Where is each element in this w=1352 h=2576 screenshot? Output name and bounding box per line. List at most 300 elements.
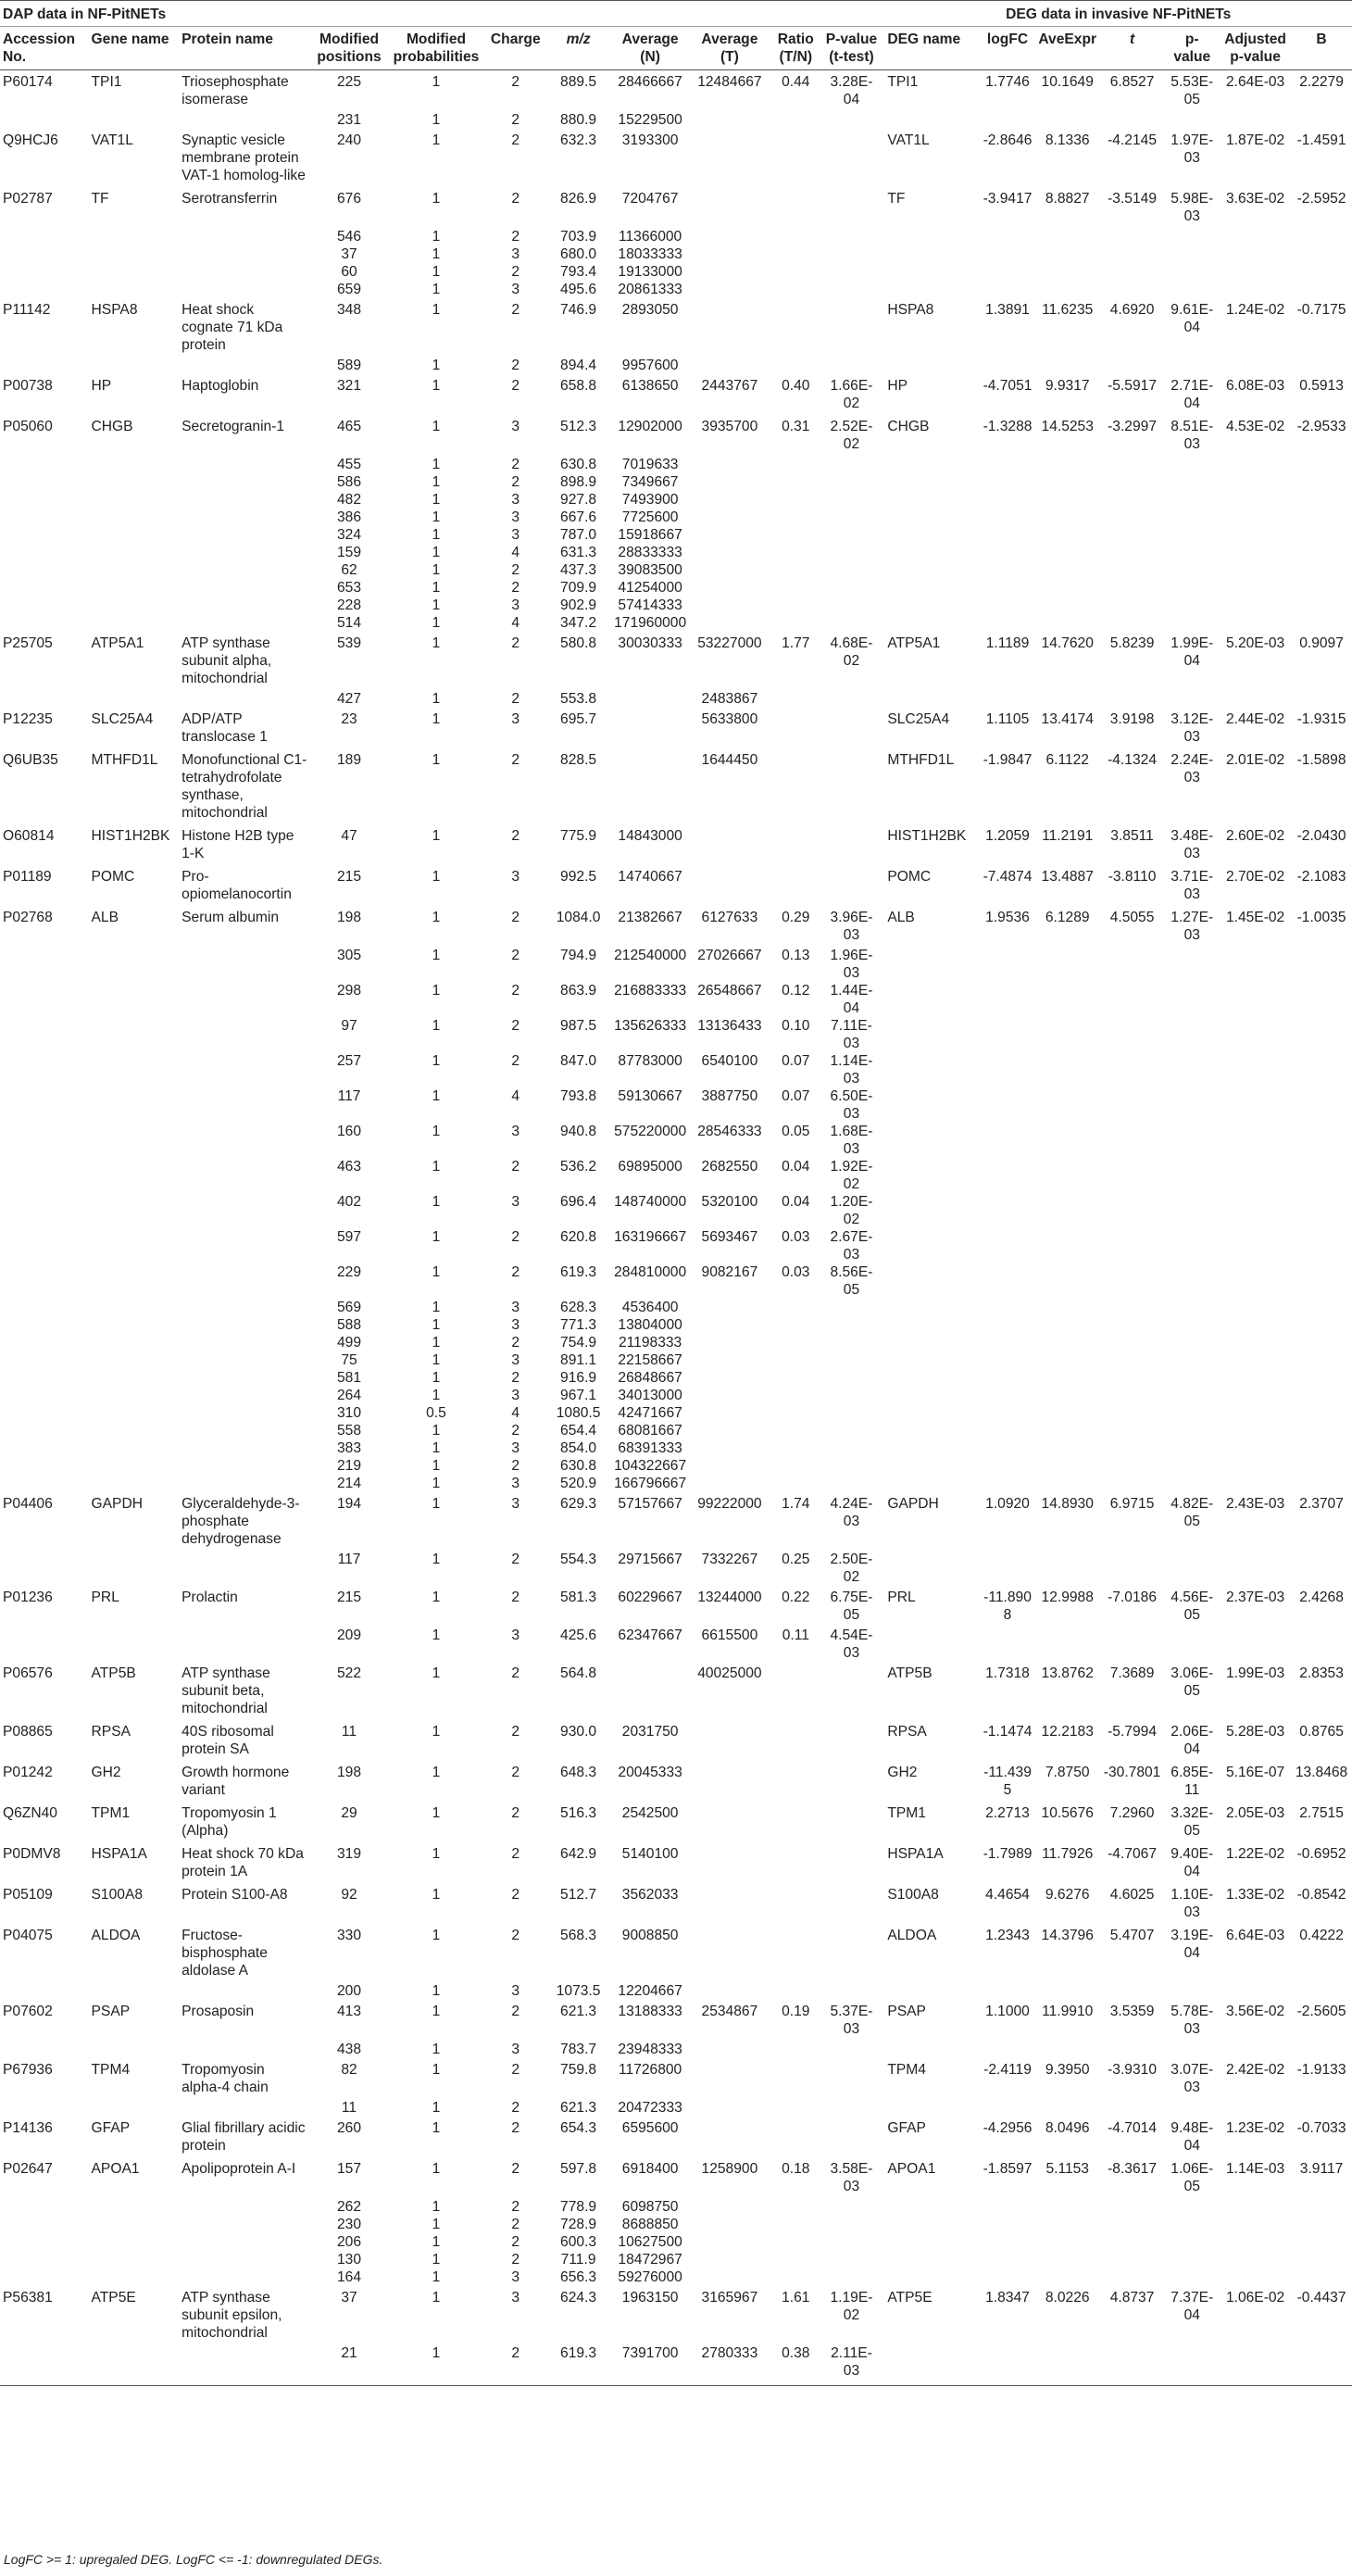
table-cell: 2 <box>511 1018 520 1034</box>
table-cell: 597.8 <box>560 2161 597 2177</box>
table-cell <box>1035 2041 1100 2058</box>
table-cell: HP <box>887 378 908 394</box>
table-cell: -3.8110 <box>1108 869 1157 885</box>
table-cell <box>0 2041 89 2058</box>
table-cell: 3 <box>511 869 520 885</box>
table-cell <box>823 2216 881 2233</box>
table-cell: 1 <box>432 1983 441 1999</box>
table-cell <box>0 597 89 614</box>
table-cell <box>823 509 881 526</box>
table-cell <box>880 473 980 491</box>
table-cell: 863.9 <box>560 983 597 999</box>
table-cell <box>89 1087 180 1123</box>
table-cell <box>880 1263 980 1299</box>
table-cell: 9.6276 <box>1045 1887 1090 1903</box>
table-cell: 260 <box>336 2120 362 2136</box>
table-cell: TPM1 <box>887 1805 926 1821</box>
table-cell: 5.28E-03 <box>1225 1724 1285 1740</box>
table-cell <box>1220 2344 1291 2386</box>
table-cell: 1.77 <box>782 635 810 651</box>
table-cell <box>823 1982 881 2000</box>
table-cell <box>0 2268 89 2286</box>
table-cell: 3 <box>511 1388 520 1403</box>
table-cell <box>0 1334 89 1351</box>
table-row <box>0 2000 1352 2041</box>
table-cell <box>691 1761 769 1802</box>
table-cell <box>880 111 980 129</box>
table-cell <box>1035 1087 1100 1123</box>
table-cell: 728.9 <box>560 2217 597 2232</box>
table-cell <box>1100 1475 1165 1492</box>
table-cell <box>823 187 881 228</box>
table-cell: 15229500 <box>618 112 682 128</box>
table-cell: 3.8511 <box>1110 828 1154 844</box>
col-modified-positions: Modified positions <box>310 27 388 70</box>
table-cell: 2 <box>511 132 520 148</box>
table-row <box>0 298 1352 357</box>
table-cell: 7.37E-04 <box>1170 2290 1214 2323</box>
table-cell <box>1291 1228 1352 1263</box>
table-cell: 1 <box>432 869 441 885</box>
table-cell <box>980 1087 1035 1123</box>
table-cell: 0.04 <box>782 1194 810 1210</box>
table-cell <box>1100 1193 1165 1228</box>
table-cell: 2.8353 <box>1299 1665 1344 1681</box>
table-cell: 10.1649 <box>1041 74 1094 90</box>
table-cell: 3.32E-05 <box>1170 1805 1214 1839</box>
table-cell <box>1220 1228 1291 1263</box>
table-row <box>0 1422 1352 1439</box>
table-row <box>0 2286 1352 2344</box>
table-cell <box>1164 1351 1220 1369</box>
table-cell <box>89 1017 180 1052</box>
table-row <box>0 1761 1352 1802</box>
table-cell <box>89 1551 180 1586</box>
table-cell <box>0 2344 89 2386</box>
table-cell <box>1164 947 1220 982</box>
table-row <box>0 1228 1352 1263</box>
table-cell: 0.07 <box>782 1088 810 1104</box>
table-cell <box>1035 1263 1100 1299</box>
table-cell <box>980 2198 1035 2216</box>
table-cell: 2.64E-03 <box>1225 74 1285 90</box>
table-cell: 30030333 <box>618 635 682 651</box>
table-cell <box>179 1316 310 1334</box>
table-cell: Prosaposin <box>182 2004 255 2019</box>
table-cell: 0.05 <box>782 1124 810 1139</box>
table-cell <box>1220 1551 1291 1586</box>
table-cell <box>89 1299 180 1316</box>
table-cell: 564.8 <box>560 1665 597 1681</box>
table-cell <box>823 526 881 544</box>
table-cell <box>0 544 89 561</box>
table-cell: 2 <box>511 1846 520 1862</box>
table-cell <box>823 1883 881 1924</box>
table-cell <box>89 1351 180 1369</box>
table-cell: 2 <box>511 2252 520 2268</box>
table-cell <box>1035 982 1100 1017</box>
table-cell <box>1220 1475 1291 1492</box>
table-cell: 18033333 <box>618 246 682 262</box>
table-cell: P05060 <box>3 419 53 434</box>
table-cell <box>769 1761 823 1802</box>
table-cell <box>1100 281 1165 298</box>
table-cell: 9.40E-04 <box>1170 1846 1214 1879</box>
table-cell <box>179 1087 310 1123</box>
table-cell <box>880 1439 980 1457</box>
table-row <box>0 2041 1352 2058</box>
table-cell <box>1291 1299 1352 1316</box>
table-cell <box>1164 1551 1220 1586</box>
table-cell <box>823 824 881 865</box>
table-cell: ALDOA <box>887 1928 937 1943</box>
table-cell <box>1035 1457 1100 1475</box>
table-cell <box>1220 2268 1291 2286</box>
table-cell: 793.8 <box>560 1088 597 1104</box>
table-cell <box>1164 1627 1220 1662</box>
table-cell <box>1164 1193 1220 1228</box>
table-cell <box>179 2251 310 2268</box>
table-cell <box>823 357 881 374</box>
table-cell: 1 <box>432 2269 441 2285</box>
table-cell: 3.63E-02 <box>1225 191 1285 207</box>
table-cell: 7725600 <box>621 509 679 525</box>
table-cell: 5.8239 <box>1109 635 1155 651</box>
table-cell: 37 <box>341 2290 357 2306</box>
table-cell: 3 <box>511 492 520 508</box>
table-cell: 0.8765 <box>1299 1724 1344 1740</box>
table-cell <box>823 2251 881 2268</box>
table-cell: 198 <box>336 1765 362 1780</box>
table-cell: 1644450 <box>701 752 758 768</box>
table-cell: 1.23E-02 <box>1225 2120 1285 2136</box>
table-cell <box>691 456 769 473</box>
table-row <box>0 2117 1352 2157</box>
table-cell <box>769 473 823 491</box>
table-cell <box>1100 1052 1165 1087</box>
table-cell: 9.3950 <box>1045 2062 1090 2078</box>
table-cell <box>89 2099 180 2117</box>
table-cell: 1.99E-03 <box>1225 1665 1285 1681</box>
table-cell <box>179 1369 310 1387</box>
table-cell: 69895000 <box>618 1159 682 1175</box>
table-cell <box>691 865 769 906</box>
table-cell <box>823 1475 881 1492</box>
table-cell: -2.1083 <box>1296 869 1346 885</box>
table-cell: 2 <box>511 635 520 651</box>
table-cell <box>1035 561 1100 579</box>
table-cell <box>1164 2344 1220 2386</box>
table-cell: 1 <box>432 580 441 596</box>
table-cell: 104322667 <box>614 1458 687 1474</box>
table-cell <box>0 2251 89 2268</box>
table-cell <box>823 1422 881 1439</box>
table-cell <box>769 1457 823 1475</box>
table-cell <box>89 579 180 597</box>
table-cell: 13804000 <box>618 1317 682 1333</box>
table-cell: 4.54E-03 <box>830 1627 873 1661</box>
table-cell <box>1035 1387 1100 1404</box>
table-cell <box>1100 1439 1165 1457</box>
table-cell <box>769 2117 823 2157</box>
table-cell <box>691 228 769 245</box>
table-cell: 514 <box>336 615 362 631</box>
table-cell <box>89 1369 180 1387</box>
table-cell: 135626333 <box>614 1018 687 1034</box>
table-cell <box>179 579 310 597</box>
table-cell: ALDOA <box>91 1928 141 1943</box>
table-cell <box>769 1422 823 1439</box>
table-row <box>0 1551 1352 1586</box>
table-cell: 206 <box>336 2234 362 2250</box>
table-cell: 3 <box>511 1300 520 1315</box>
table-cell <box>89 947 180 982</box>
table-cell: 2 <box>511 2234 520 2250</box>
table-cell: 2.2713 <box>985 1805 1030 1821</box>
table-cell <box>179 1982 310 2000</box>
table-cell <box>880 1369 980 1387</box>
table-row <box>0 357 1352 374</box>
table-cell <box>823 228 881 245</box>
table-cell <box>1035 2198 1100 2216</box>
table-cell <box>0 2099 89 2117</box>
table-cell: 1 <box>432 1423 441 1439</box>
table-cell: Glial fibrillary acidic protein <box>182 2120 306 2154</box>
table-cell <box>880 2198 980 2216</box>
table-cell: 620.8 <box>560 1229 597 1245</box>
table-cell: 1 <box>432 2062 441 2078</box>
table-cell: 1 <box>432 1440 441 1456</box>
table-cell: 1.9536 <box>985 910 1030 925</box>
table-cell: 520.9 <box>560 1476 597 1491</box>
table-cell: 987.5 <box>560 1018 597 1034</box>
table-cell: 6540100 <box>701 1053 758 1069</box>
table-cell <box>0 1017 89 1052</box>
table-row <box>0 2344 1352 2386</box>
table-cell <box>1100 473 1165 491</box>
table-cell <box>1220 1158 1291 1193</box>
table-cell: 1 <box>432 229 441 245</box>
table-cell <box>1220 614 1291 632</box>
table-cell: 7.8750 <box>1045 1765 1090 1780</box>
table-cell: 2.60E-02 <box>1225 828 1285 844</box>
table-cell: 581.3 <box>560 1590 597 1605</box>
table-cell: 2 <box>511 191 520 207</box>
table-cell: 0.07 <box>782 1053 810 1069</box>
table-cell: ALB <box>887 910 915 925</box>
table-cell <box>179 2344 310 2386</box>
table-cell: Glyceraldehyde-3-phosphate dehydrogenase <box>182 1496 300 1547</box>
table-cell <box>691 614 769 632</box>
table-cell: -3.9310 <box>1108 2062 1157 2078</box>
table-cell <box>769 561 823 579</box>
table-cell: 39083500 <box>618 562 682 578</box>
table-cell <box>179 228 310 245</box>
table-row <box>0 228 1352 245</box>
table-cell <box>1035 690 1100 708</box>
table-cell: 330 <box>336 1928 362 1943</box>
table-cell: 10.5676 <box>1041 1805 1094 1821</box>
table-cell <box>1100 1123 1165 1158</box>
table-cell <box>89 1228 180 1263</box>
table-cell: 558 <box>336 1423 362 1439</box>
table-cell <box>1220 1123 1291 1158</box>
table-cell: 14.5253 <box>1041 419 1094 434</box>
table-cell: 2443767 <box>701 378 758 394</box>
table-row <box>0 1924 1352 1982</box>
table-cell: 200 <box>336 1983 362 1999</box>
table-cell <box>1035 1017 1100 1052</box>
table-cell: 28833333 <box>618 545 682 560</box>
table-cell <box>980 1982 1035 2000</box>
table-cell: 1.45E-02 <box>1225 910 1285 925</box>
table-cell <box>691 1387 769 1404</box>
table-cell: 5.1153 <box>1045 2161 1089 2177</box>
table-cell: HP <box>91 378 112 394</box>
table-cell <box>880 2216 980 2233</box>
table-cell: 512.7 <box>560 1887 597 1903</box>
table-cell: 8.56E-05 <box>830 1264 873 1298</box>
table-cell <box>0 228 89 245</box>
table-cell: 0.03 <box>782 1264 810 1280</box>
table-cell <box>1035 1052 1100 1087</box>
table-cell: 42471667 <box>618 1405 682 1421</box>
table-cell: 581 <box>336 1370 362 1386</box>
table-cell <box>89 111 180 129</box>
table-cell: Prolactin <box>182 1590 238 1605</box>
table-cell: 0.31 <box>782 419 810 434</box>
table-cell <box>1164 1316 1220 1334</box>
table-cell <box>691 263 769 281</box>
table-cell: 754.9 <box>560 1335 597 1351</box>
table-cell <box>1035 357 1100 374</box>
table-cell: 5693467 <box>701 1229 758 1245</box>
table-cell <box>1164 2099 1220 2117</box>
table-cell <box>691 2216 769 2233</box>
table-cell: 1 <box>432 1724 441 1740</box>
table-cell <box>179 1551 310 1586</box>
table-cell <box>1164 2041 1220 2058</box>
table-cell <box>823 2233 881 2251</box>
table-cell <box>1220 111 1291 129</box>
table-cell: 659 <box>336 282 362 297</box>
table-cell: 2.2279 <box>1299 74 1344 90</box>
table-cell: 1 <box>432 2252 441 2268</box>
table-cell: 13188333 <box>618 2004 682 2019</box>
table-cell: 1 <box>432 1627 441 1643</box>
table-cell <box>0 1404 89 1422</box>
table-cell <box>769 1351 823 1369</box>
table-cell <box>1220 2041 1291 2058</box>
table-cell: 9082167 <box>701 1264 758 1280</box>
table-cell <box>179 263 310 281</box>
table-row <box>0 1369 1352 1387</box>
table-cell: 3.12E-03 <box>1170 711 1214 745</box>
table-cell <box>769 2268 823 2286</box>
footnote: LogFC >= 1: upregaled DEG. LogFC <= -1: downregulated DEGs. <box>4 2552 383 2567</box>
table-row <box>0 690 1352 708</box>
table-cell: 1 <box>432 1018 441 1034</box>
table-cell <box>609 748 690 824</box>
table-cell <box>823 1404 881 1422</box>
table-cell <box>880 1982 980 2000</box>
table-cell: 2.37E-03 <box>1225 1590 1285 1605</box>
table-cell <box>769 1924 823 1982</box>
table-cell: 1 <box>432 2042 441 2057</box>
table-cell: 1 <box>432 2100 441 2116</box>
table-cell: -0.8542 <box>1296 1887 1346 1903</box>
table-cell: -30.7801 <box>1103 1765 1161 1780</box>
table-cell <box>769 2041 823 2058</box>
table-cell: 667.6 <box>560 509 597 525</box>
table-cell <box>1164 281 1220 298</box>
table-cell: VAT1L <box>887 132 930 148</box>
table-cell: 3.9198 <box>1109 711 1155 727</box>
table-cell: 1 <box>432 1229 441 1245</box>
table-cell: 1 <box>432 378 441 394</box>
table-cell: Q6ZN40 <box>3 1805 57 1821</box>
table-cell: 2 <box>511 2100 520 2116</box>
table-cell <box>0 1369 89 1387</box>
table-cell <box>0 1299 89 1316</box>
table-cell: 631.3 <box>560 545 597 560</box>
table-cell <box>89 281 180 298</box>
table-cell <box>823 1369 881 1387</box>
table-cell: ATP synthase subunit beta, mitochondrial <box>182 1665 270 1716</box>
table-cell: 3.19E-04 <box>1170 1928 1214 1961</box>
table-cell: 5.53E-05 <box>1170 74 1214 107</box>
table-cell: Serum albumin <box>182 910 279 925</box>
table-cell: 586 <box>336 474 362 490</box>
table-cell <box>823 1720 881 1761</box>
table-cell: P02768 <box>3 910 53 925</box>
table-cell <box>1035 2216 1100 2233</box>
table-cell <box>1164 228 1220 245</box>
table-cell <box>1035 1123 1100 1158</box>
table-cell: 8.0496 <box>1045 2120 1090 2136</box>
table-cell <box>0 1475 89 1492</box>
table-cell: 1 <box>432 1887 441 1903</box>
table-cell <box>1291 1263 1352 1299</box>
table-cell <box>691 129 769 187</box>
table-cell: HIST1H2BK <box>91 828 170 844</box>
table-cell: 12902000 <box>618 419 682 434</box>
table-cell <box>1100 228 1165 245</box>
table-cell: 880.9 <box>560 112 597 128</box>
table-cell <box>1035 509 1100 526</box>
table-cell: 2542500 <box>621 1805 679 1821</box>
table-cell: 9.61E-04 <box>1170 302 1214 335</box>
table-cell <box>880 561 980 579</box>
table-cell: ATP synthase subunit epsilon, mitochondrial <box>182 2290 282 2341</box>
table-cell: 3.5359 <box>1109 2004 1155 2019</box>
table-cell <box>89 1123 180 1158</box>
table-cell: 1.2343 <box>985 1928 1030 1943</box>
table-cell: ATP5A1 <box>91 635 144 651</box>
table-cell <box>1035 1299 1100 1316</box>
table-cell: 1 <box>432 1458 441 1474</box>
table-cell: 495.6 <box>560 282 597 297</box>
table-cell <box>89 473 180 491</box>
table-cell <box>880 1123 980 1158</box>
table-cell: TPI1 <box>91 74 122 90</box>
table-cell <box>880 2041 980 2058</box>
table-cell <box>179 1422 310 1439</box>
table-cell <box>1164 1263 1220 1299</box>
table-cell: 0.44 <box>782 74 810 90</box>
table-cell <box>179 1052 310 1087</box>
table-cell: 40S ribosomal protein SA <box>182 1724 274 1757</box>
